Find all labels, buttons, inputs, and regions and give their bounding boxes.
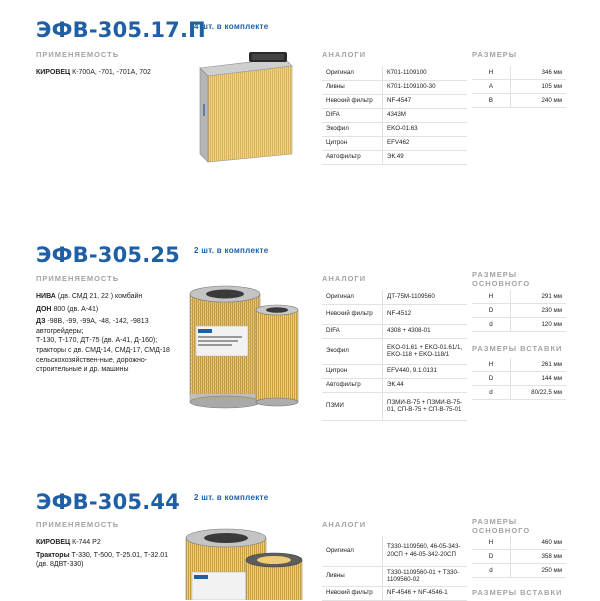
applicability-text xyxy=(36,68,181,78)
size-row: H 346 мм xyxy=(472,66,566,80)
analog-row: Цитрон EFV462 xyxy=(322,136,467,150)
size-row: D 358 мм xyxy=(472,550,566,564)
applicability-line: КИРОВЕЦ К-744 Р2 xyxy=(36,539,101,546)
analog-row: Ливны Т330-1109560-01 + Т330-1109560-02 xyxy=(322,566,467,586)
analog-row: ПЗМИ ПЗМИ-В-75 + ПЗМИ-В-75-01, СП-В-75 + СП-В-75-01 xyxy=(322,392,467,420)
round-filter-set-image xyxy=(186,282,304,410)
sizes-main-caption: РАЗМЕРЫ ОСНОВНОГО xyxy=(472,517,531,535)
size-row: B 240 мм xyxy=(472,94,566,108)
analog-row: Оригинал Т330-1109560, 46-05-343-20СП + 46-05-342-20СП xyxy=(322,536,467,566)
analogs-caption: АНАЛОГИ xyxy=(322,520,367,529)
sizes-main-table xyxy=(472,290,566,332)
applicability-line: НИВА (дв. СМД 21, 22 ) комбайн xyxy=(36,293,143,300)
panel-filter-image xyxy=(194,48,294,166)
analog-row: Невский фильтр NF-4512 xyxy=(322,304,467,324)
analog-row: Экофил EKO-01.61 + EKO-01.61/1, EKO-118 + EKO-118/1 xyxy=(322,338,467,364)
analog-row: Автофильтр ЭК.49 xyxy=(322,150,467,164)
sizes-main-table xyxy=(472,536,566,578)
analog-row: DIFA 4308 + 4308-01 xyxy=(322,324,467,338)
round-filter-set-image xyxy=(184,528,304,600)
applicability-text xyxy=(36,292,181,375)
applicability-text xyxy=(36,538,181,570)
applicability-caption: ПРИМЕНЯЕМОСТЬ xyxy=(36,520,120,529)
sizes-main-caption: РАЗМЕРЫ ОСНОВНОГО xyxy=(472,270,531,288)
sizes-insert-table xyxy=(472,358,566,400)
analog-row: Невский фильтр NF-4547 xyxy=(322,94,467,108)
applicability-caption: ПРИМЕНЯЕМОСТЬ xyxy=(36,274,120,283)
analog-row: Ливны К701-1109100-30 xyxy=(322,80,467,94)
sizes-caption: РАЗМЕРЫ xyxy=(472,50,518,59)
applicability-line: ДЗ -98В, -99, -99А, -48, -142, -9813 автогрейдеры; xyxy=(36,318,149,335)
applicability-caption: ПРИМЕНЯЕМОСТЬ xyxy=(36,50,120,59)
kit-quantity: 2 шт. в комплекте xyxy=(194,246,269,255)
size-row: D 230 мм xyxy=(472,304,566,318)
sizes-insert-caption: РАЗМЕРЫ ВСТАВКИ xyxy=(472,344,563,353)
size-row: d 250 мм xyxy=(472,564,566,578)
size-row: H 291 мм xyxy=(472,290,566,304)
kit-quantity: 4 шт. в комплекте xyxy=(194,22,269,31)
analog-row: Цитрон EFV440, 9.1.0131 xyxy=(322,364,467,378)
analog-row: Оригинал ДТ-75М-1109560 xyxy=(322,290,467,304)
analogs-caption: АНАЛОГИ xyxy=(322,50,367,59)
kit-quantity: 2 шт. в комплекте xyxy=(194,493,269,502)
product-title: ЭФВ-305.25 xyxy=(36,243,180,267)
applicability-line: КИРОВЕЦ К-700А, -701, -701А, 702 xyxy=(36,69,151,76)
size-row: H 460 мм xyxy=(472,536,566,550)
analogs-table xyxy=(322,536,467,601)
size-row: H 261 мм xyxy=(472,358,566,372)
size-row: d 80/22,5 мм xyxy=(472,386,566,400)
sizes-insert-caption: РАЗМЕРЫ ВСТАВКИ xyxy=(472,588,563,597)
applicability-line: Тракторы Т-330, Т-500, Т-25.01, Т-32.01 (дв. 8ДВТ-330) xyxy=(36,551,168,569)
size-row: A 105 мм xyxy=(472,80,566,94)
size-row: D 144 мм xyxy=(472,372,566,386)
analog-row: Невский фильтр NF-4546 + NF-4546-1 xyxy=(322,586,467,600)
analogs-caption: АНАЛОГИ xyxy=(322,274,367,283)
analog-row: DIFA 4343М xyxy=(322,108,467,122)
sizes-table xyxy=(472,66,566,108)
product-title: ЭФВ-305.17.П xyxy=(36,18,206,42)
analog-row: Оригинал К701-1109100 xyxy=(322,66,467,80)
applicability-line: Т-130, Т-170, ДТ-75 (дв. А-41, Д-160); тракторы с дв. СМД-14, СМД-17, СМД-18 сельскохозяйствен-ные, дорожно-строительные и др. машины xyxy=(36,337,170,374)
product-title: ЭФВ-305.44 xyxy=(36,490,180,514)
analogs-table xyxy=(322,66,467,165)
analog-row: Автофильтр ЭК.44 xyxy=(322,378,467,392)
applicability-line: ДОН 800 (дв. А-41) xyxy=(36,305,99,313)
size-row: d 120 мм xyxy=(472,318,566,332)
analog-row: Экофил EKO-01.63 xyxy=(322,122,467,136)
analogs-table xyxy=(322,290,467,421)
